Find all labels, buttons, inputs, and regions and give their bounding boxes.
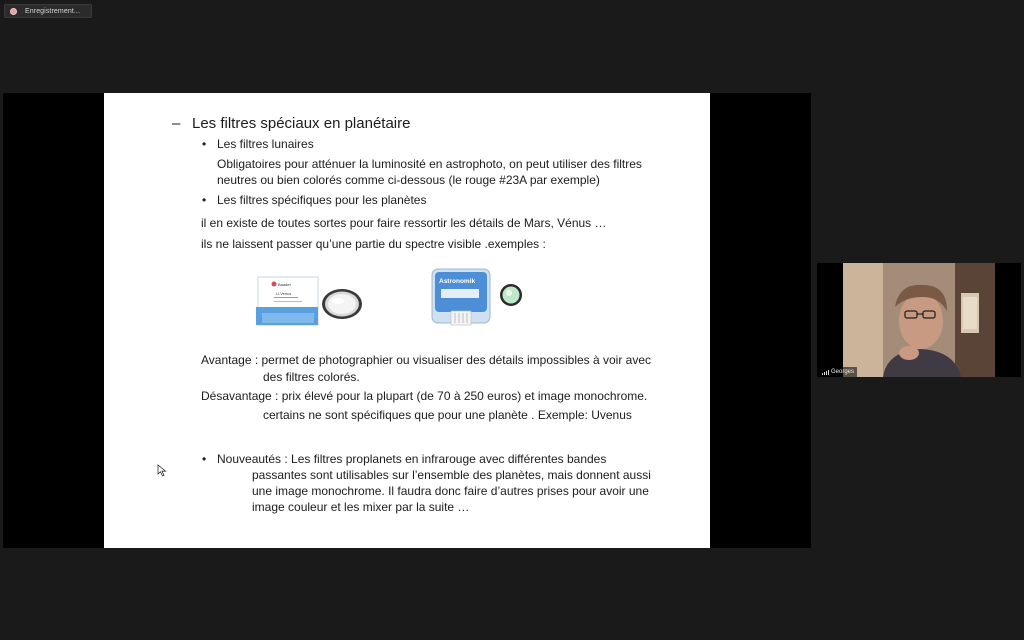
bullet-lunar: Les filtres lunaires (217, 137, 314, 151)
participant-name-tag (819, 367, 857, 377)
disadvantage-line1: Désavantage : prix élevé pour la plupart (de 70 à 250 euros) et image monochrome. (201, 389, 648, 403)
astronomik-filter-image (429, 267, 529, 329)
news-line1: Nouveautés : Les filtres proplanets en infrarouge avec différentes bandes (217, 452, 607, 466)
bullet-specific: Les filtres spécifiques pour les planètes (217, 193, 427, 207)
specific-text-line1: il en existe de toutes sortes pour faire ressortir les détails de Mars, Vénus … (201, 216, 607, 230)
advantage-line2: des filtres colorés. (263, 370, 360, 384)
mouse-cursor-icon (157, 464, 167, 477)
presentation-slide (104, 93, 710, 548)
lunar-text-line1: Obligatoires pour atténuer la luminosité en astrophoto, on peut utiliser des filtres (217, 157, 642, 171)
lunar-text-line2: neutres ou bien colorés comme ci-dessous (le rouge #23A par exemple) (217, 173, 600, 187)
recording-indicator[interactable] (4, 4, 92, 18)
product-b-brand: Astronomik (439, 278, 476, 285)
participant-name: Georges (831, 369, 855, 375)
slide-title: – Les filtres spéciaux en planétaire (172, 115, 411, 132)
participant-video (843, 263, 995, 377)
product-a-label: U-Venus (276, 291, 292, 296)
recording-dot-icon (10, 8, 17, 15)
news-line4: image couleur et les mixer par la suite … (252, 500, 470, 514)
product-a-brand: Baader (278, 282, 291, 287)
bullet-dot: • (202, 193, 207, 207)
disadvantage-line2: certains ne sont spécifiques que pour une planète . Exemple: Uvenus (263, 408, 632, 422)
news-line3: une image monochrome. Il faudra donc faire d’autres prises pour avoir une (252, 484, 649, 498)
recording-label: Enregistrement... (25, 7, 80, 15)
advantage-line1: Avantage : permet de photographier ou visualiser des détails impossibles à voir avec (201, 353, 652, 367)
slide-title-text: Les filtres spéciaux en planétaire (192, 115, 411, 132)
signal-bars-icon (822, 369, 829, 375)
participant-video-tile[interactable] (817, 263, 1021, 377)
specific-text-line2: ils ne laissent passer qu’une partie du spectre visible .exemples : (201, 237, 546, 251)
bullet-dot: • (202, 137, 207, 151)
news-line2: passantes sont utilisables sur l’ensemble des planètes, mais donnent aussi (252, 468, 651, 482)
baader-filter-image (254, 271, 366, 331)
bullet-dot: • (202, 452, 207, 466)
